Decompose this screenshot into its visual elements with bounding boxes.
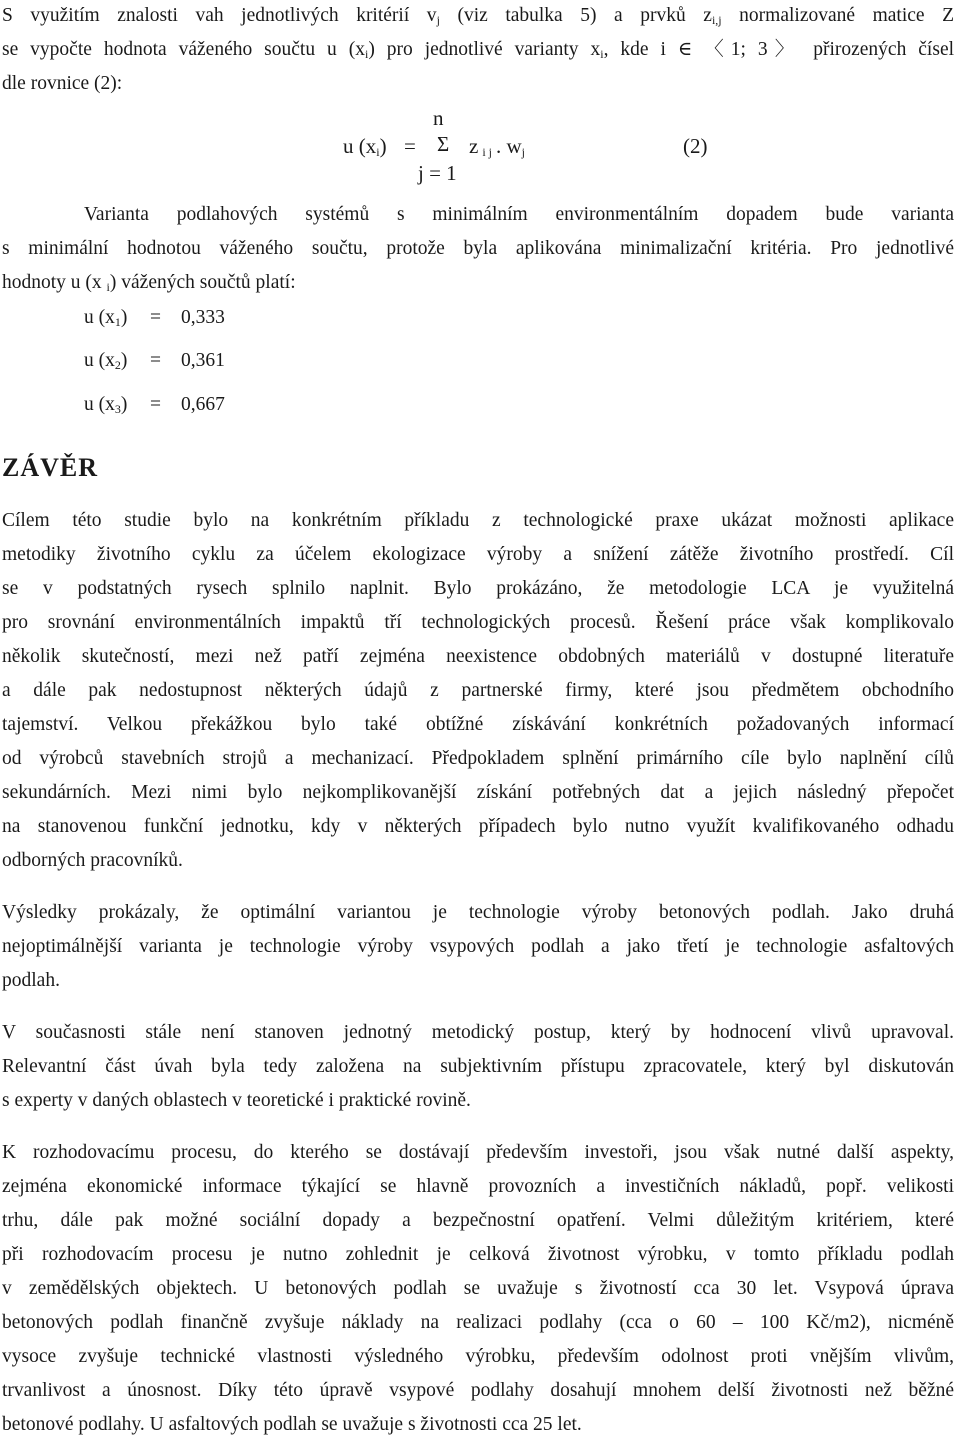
result-text: u (x (84, 394, 115, 415)
result-text: u (x (84, 350, 115, 371)
result-equals: = (150, 307, 161, 328)
sum-lower-limit: j = 1 (418, 161, 457, 185)
intro-text: , kde i ∈ 〈1; 3〉 přirozených čísel (603, 39, 955, 60)
subscript: 3 (114, 402, 121, 416)
intro-line-1 (2, 6, 954, 26)
subscript: i (376, 145, 380, 159)
sigma-symbol: Σ (437, 132, 450, 156)
result-text: ) (120, 307, 128, 328)
equation-text: . w (496, 134, 522, 158)
text-line: s experty v daných oblastech v teoretické i praktické rovině. (2, 1090, 471, 1111)
result-value: 0,333 (181, 307, 225, 328)
subscript: i (106, 280, 110, 294)
subscript: 1 (114, 315, 121, 329)
text-line: trhu, dále pak možné sociální dopady a bezpečnostní opatření. Velmi důležitým kritériem, které (2, 1210, 954, 1231)
section-heading: ZÁVĚR (2, 453, 99, 482)
text-line: vysoce zvyšuje technické vlastnosti výsledného výrobku, především odolnost proti vnějším vlivům, (2, 1346, 954, 1367)
subscript: j (521, 145, 526, 159)
intro-text: (viz tabulka 5) a prvků z (439, 5, 712, 26)
result-value: 0,361 (181, 350, 225, 371)
results-text: ) vážených součtů platí: (109, 272, 296, 293)
result-equals: = (150, 394, 161, 415)
text-line: od výrobců stavebních strojů a mechanizací. Předpokladem splnění primárního cíle bylo naplnění cílů (2, 748, 954, 769)
text-line: se v podstatných rysech splnilo naplnit. Bylo prokázáno, že metodologie LCA je využitelná (2, 578, 954, 599)
text-line: metodiky životního cyklu za účelem ekologizace výroby a snížení zátěže životního prostředí. Cíl (2, 544, 954, 565)
sum-upper-limit: n (433, 106, 444, 130)
result-lhs (84, 308, 127, 328)
results-line-2: s minimální hodnotou váženého součtu, protože byla aplikována minimalizační kritéria. Pro jednotlivé (2, 238, 954, 259)
text-line: v zemědělských objektech. U betonových podlah se uvažuje s životností cca 30 let. Vsypová úprava (2, 1278, 954, 1299)
text-line: podlah. (2, 970, 60, 991)
result-text: u (x (84, 307, 115, 328)
subscript: i (364, 47, 369, 61)
intro-line-3: dle rovnice (2): (2, 73, 123, 94)
results-line-3 (2, 273, 296, 293)
intro-text: ) pro jednotlivé varianty x (368, 39, 601, 60)
equation-text: z (469, 134, 479, 158)
equation-text: ) (379, 134, 387, 158)
text-line: pro srovnání environmentálních impaktů tří technologických procesů. Řešení práce však komplikovalo (2, 612, 954, 633)
text-line: V současnosti stále není stanoven jednotný metodický postup, který by hodnocení vlivů upravoval. (2, 1022, 954, 1043)
equation-lhs (343, 134, 387, 159)
text-line: na stanovenou funkční jednotku, kdy v některých případech bylo nutno využít kvalifikovaného odhadu (2, 816, 954, 837)
intro-text: normalizované matice Z (721, 5, 955, 26)
subscript: i,j (711, 13, 722, 27)
intro-line-2 (2, 40, 954, 60)
text-line: odborných pracovníků. (2, 850, 183, 871)
intro-text: S využitím znalosti vah jednotlivých kritérií v (2, 5, 437, 26)
text-line: Relevantní část úvah byla tedy založena na subjektivním přístupu zpracovatele, který byl diskutován (2, 1056, 954, 1077)
equation-number: (2) (683, 134, 708, 158)
intro-text: se vypočte hodnota váženého součtu u (x (2, 39, 365, 60)
result-text: ) (120, 350, 128, 371)
text-line: nejoptimálnější varianta je technologie výroby vsypových podlah a jako třetí je technologie asfaltových (2, 936, 954, 957)
result-text: ) (120, 394, 128, 415)
subscript: i (600, 47, 604, 61)
text-line: několik skutečností, mezi než patří zejména neexistence obdobných materiálů v dostupné literatuře (2, 646, 954, 667)
text-line: a dále pak nedostupnost některých údajů z partnerské firmy, které jsou předmětem obchodního (2, 680, 954, 701)
text-line: zejména ekonomické informace týkající se hlavně provozních a investičních nákladů, popř. velikosti (2, 1176, 954, 1197)
subscript: 2 (114, 358, 121, 372)
results-text: hodnoty u (x (2, 272, 107, 293)
result-lhs (84, 351, 127, 371)
result-value: 0,667 (181, 394, 225, 415)
equation-rhs (469, 134, 525, 159)
result-lhs (84, 395, 127, 415)
result-equals: = (150, 350, 161, 371)
text-line: trvanlivost a únosnost. Díky této úpravě vsypové podlahy dosahují mnohem delší životnosti než běžné (2, 1380, 954, 1401)
subscript: j (436, 13, 440, 27)
equation-equals: = (404, 134, 416, 158)
text-line: K rozhodovacímu procesu, do kterého se dostávají především investoři, jsou však nutné další aspekty, (2, 1142, 954, 1163)
subscript: i j (482, 145, 492, 159)
text-line: Cílem této studie bylo na konkrétním příkladu z technologické praxe ukázat možnosti aplikace (2, 510, 954, 531)
results-line-1: Varianta podlahových systémů s minimálním environmentálním dopadem bude varianta (84, 204, 954, 225)
text-line: při rozhodovacím procesu je nutno zohlednit je celková životnost výrobku, v tomto příkladu podlah (2, 1244, 954, 1265)
text-line: betonové podlahy. U asfaltových podlah se uvažuje s životnosti cca 25 let. (2, 1414, 582, 1435)
text-line: tajemství. Velkou překážkou bylo také obtížné získávání konkrétních požadovaných informací (2, 714, 954, 735)
text-line: sekundárních. Mezi nimi bylo nejkomplikovanější získání potřebných dat a jejich následný přepočet (2, 782, 954, 803)
equation-text: u (x (343, 134, 377, 158)
text-line: betonových podlah finančně zvyšuje náklady na realizaci podlahy (cca o 60 – 100 Kč/m2), nicméně (2, 1312, 954, 1333)
text-line: Výsledky prokázaly, že optimální variantou je technologie výroby betonových podlah. Jako druhá (2, 902, 954, 923)
